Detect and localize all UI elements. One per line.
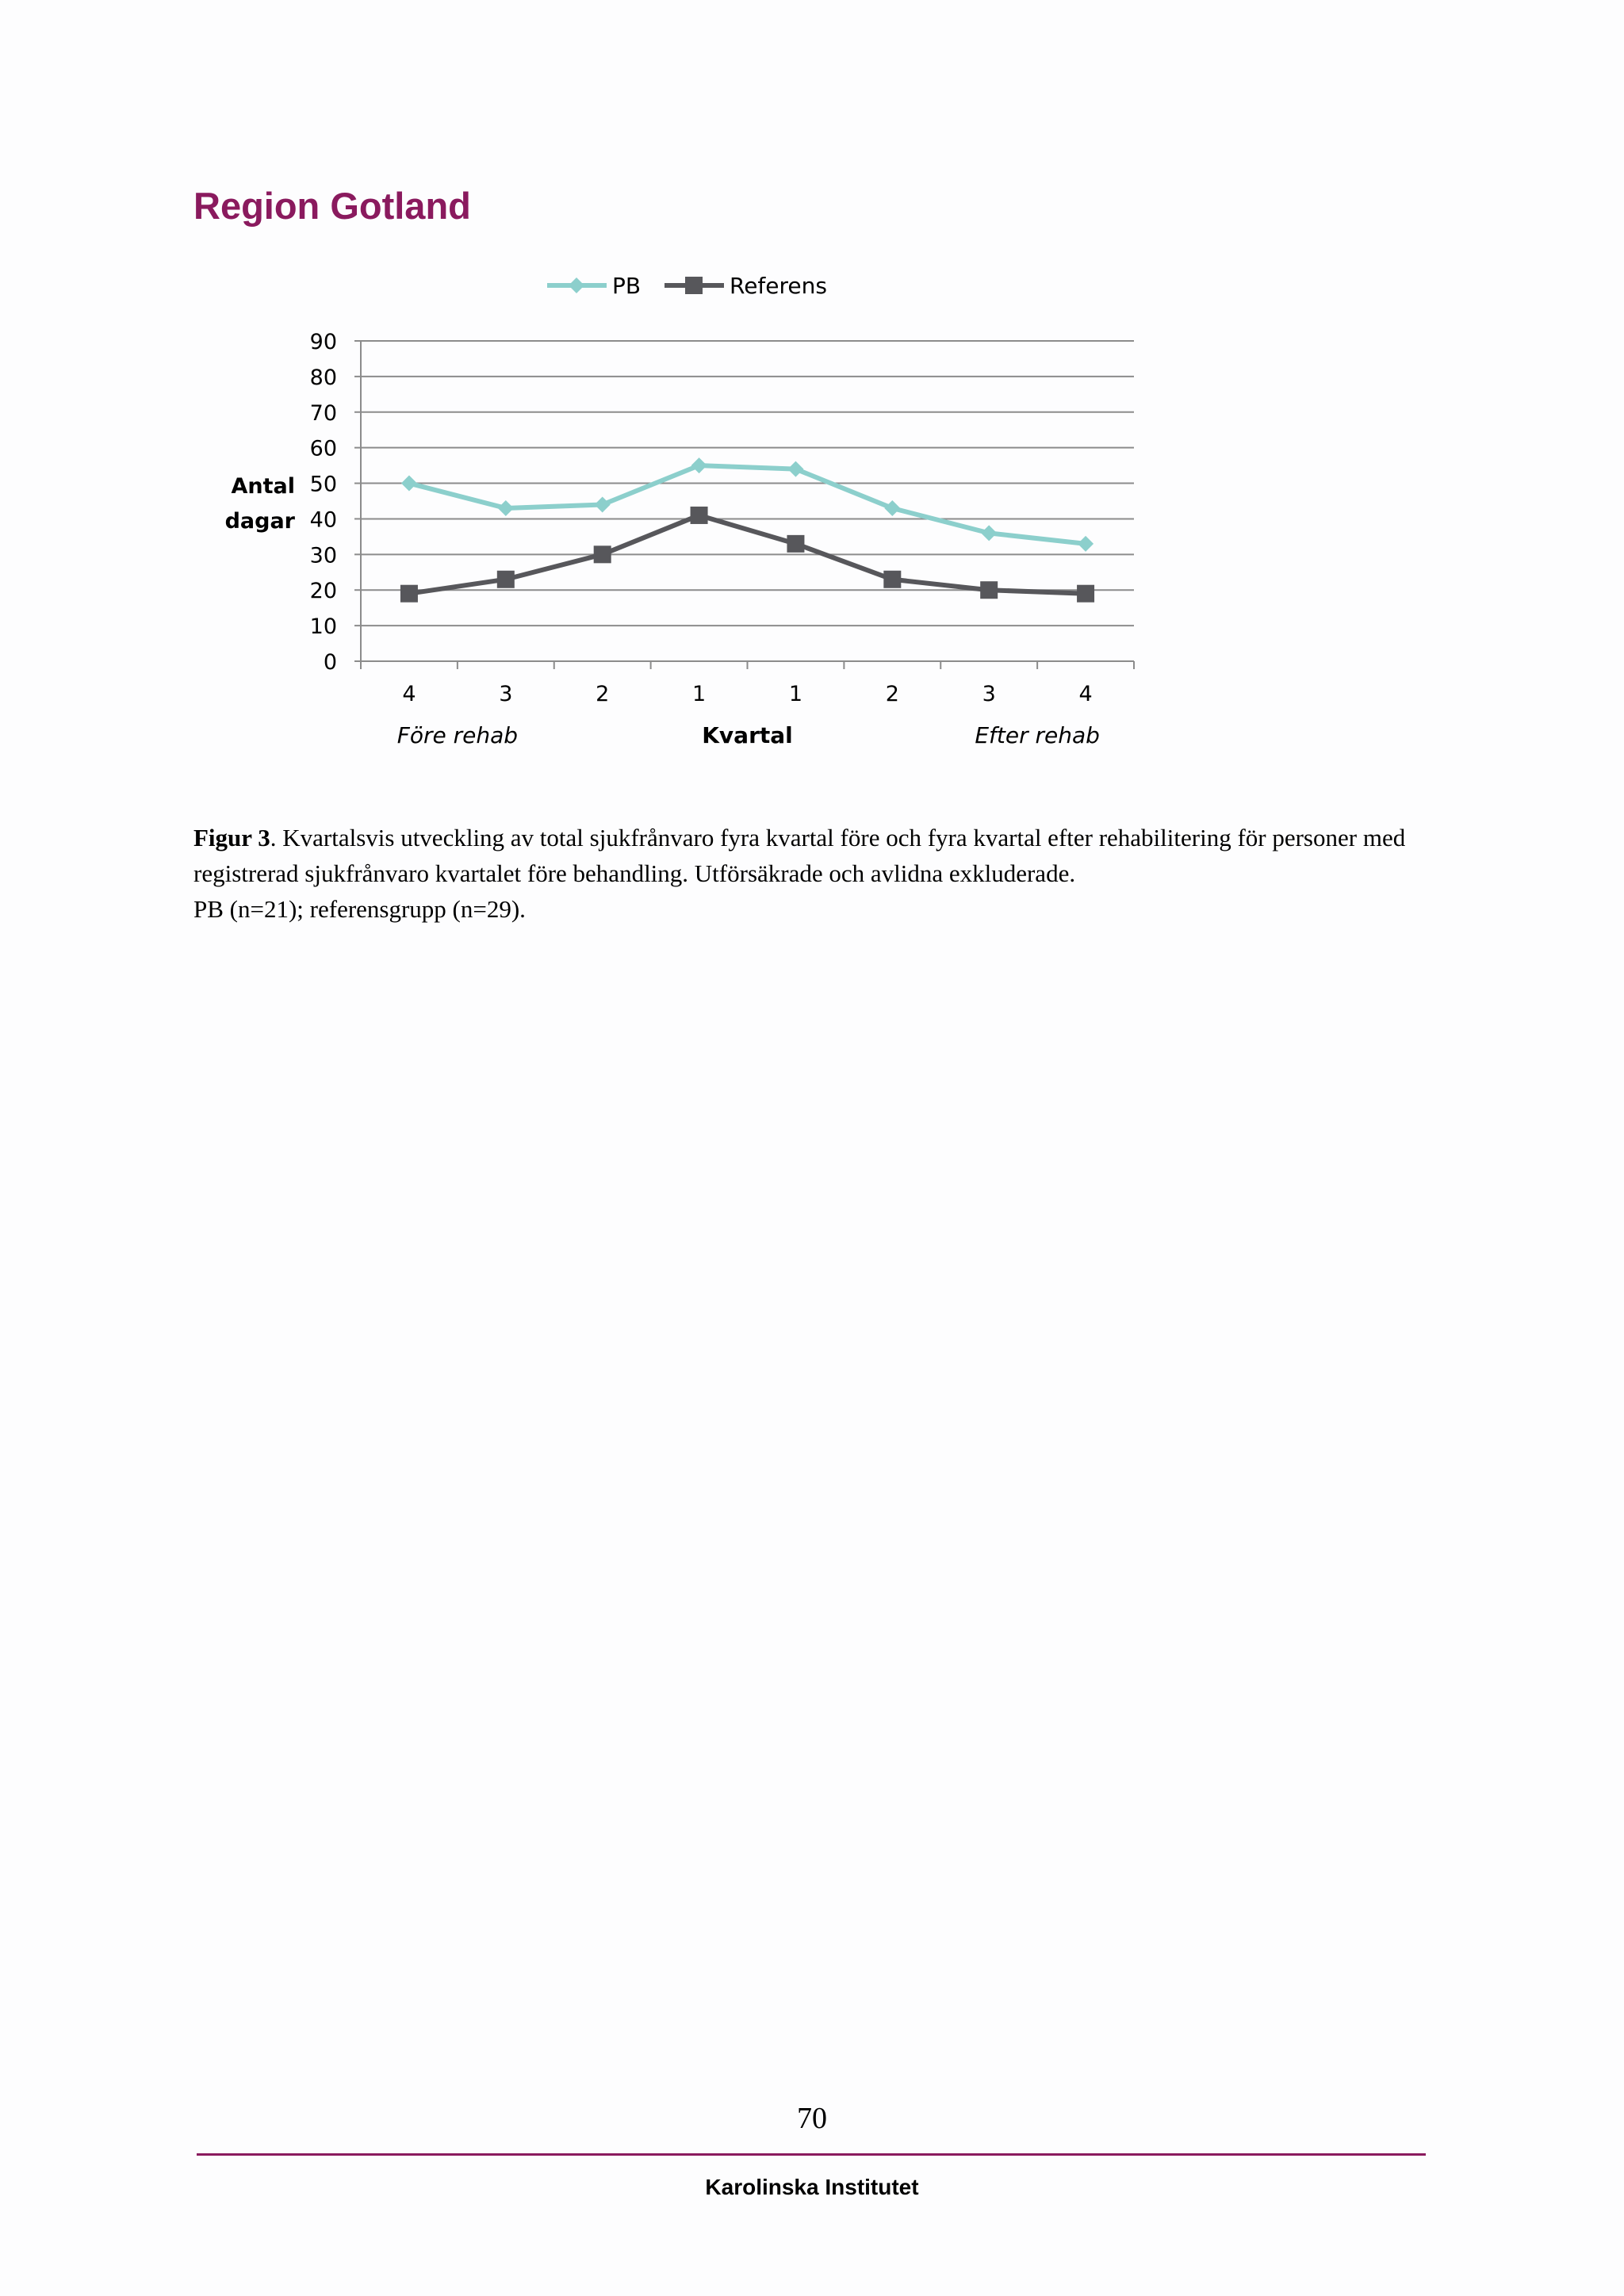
footer-divider	[197, 2153, 1426, 2156]
data-point	[497, 571, 515, 588]
x-tick-label: 4	[1078, 682, 1093, 706]
legend-item	[547, 273, 641, 299]
x-tick-labels	[402, 682, 1092, 706]
data-point	[981, 525, 997, 541]
figure-caption	[193, 820, 1446, 927]
x-tick-label: 3	[982, 682, 996, 706]
x-tick-label: 2	[885, 682, 899, 706]
data-point	[685, 277, 703, 294]
y-axis-label-line: Antal	[231, 474, 295, 499]
footer-institution: Karolinska Institutet	[705, 2175, 919, 2199]
y-axis-label-line: dagar	[224, 509, 295, 534]
y-tick-label: 30	[309, 543, 337, 568]
x-group-label: Kvartal	[702, 722, 793, 748]
y-tick-label: 20	[309, 579, 337, 604]
data-point	[498, 500, 514, 516]
series-pb	[401, 457, 1094, 552]
x-group-labels	[397, 722, 1100, 748]
data-point	[401, 476, 417, 492]
data-point	[787, 461, 803, 477]
data-point	[691, 507, 708, 524]
y-tick-labels	[310, 330, 337, 675]
data-point	[980, 581, 998, 599]
figure-label: Figur 3	[193, 824, 270, 851]
data-point	[691, 457, 707, 473]
data-point	[883, 571, 901, 588]
x-tick-label: 4	[402, 682, 416, 706]
y-tick-label: 60	[309, 436, 337, 461]
caption-sample-sizes: PB (n=21); referensgrupp (n=29).	[193, 895, 526, 923]
chart-legend	[547, 273, 827, 299]
x-tick-label: 1	[691, 682, 707, 706]
y-axis-label	[225, 474, 296, 534]
y-tick-label: 40	[309, 507, 337, 533]
x-tick-label: 3	[499, 682, 513, 706]
y-tick-label: 10	[309, 614, 337, 640]
data-point	[595, 496, 611, 512]
legend-label: Referens	[730, 273, 827, 299]
legend-label: PB	[612, 273, 642, 299]
legend-item	[665, 273, 827, 299]
data-point	[787, 535, 804, 553]
y-tick-label: 0	[323, 650, 337, 675]
x-group-label: Före rehab	[396, 722, 519, 748]
data-point	[884, 500, 900, 516]
x-tick-label: 2	[596, 682, 610, 706]
y-tick-label: 80	[309, 365, 337, 390]
line-chart	[198, 258, 1182, 781]
x-group-label: Efter rehab	[975, 722, 1100, 748]
chart-series	[400, 457, 1094, 603]
chart-axes	[354, 341, 1134, 669]
y-tick-label: 50	[309, 472, 337, 497]
data-point	[400, 585, 418, 603]
section-title: Region Gotland	[193, 185, 471, 227]
y-tick-label: 70	[309, 400, 337, 426]
caption-text: . Kvartalsvis utveckling av total sjukfrånvaro fyra kvartal före och fyra kvartal efter rehabilitering för personer med registrerad sjukfrånvaro kvartalet före behandling. Utförsäkrade och avlidna exkluderade.	[193, 824, 1406, 887]
x-tick-label: 1	[788, 682, 803, 706]
data-point	[1077, 585, 1094, 603]
data-point	[594, 545, 611, 563]
y-tick-label: 90	[309, 330, 337, 354]
data-point	[1078, 536, 1094, 552]
data-point	[569, 277, 584, 293]
page-number: 70	[797, 2102, 827, 2135]
